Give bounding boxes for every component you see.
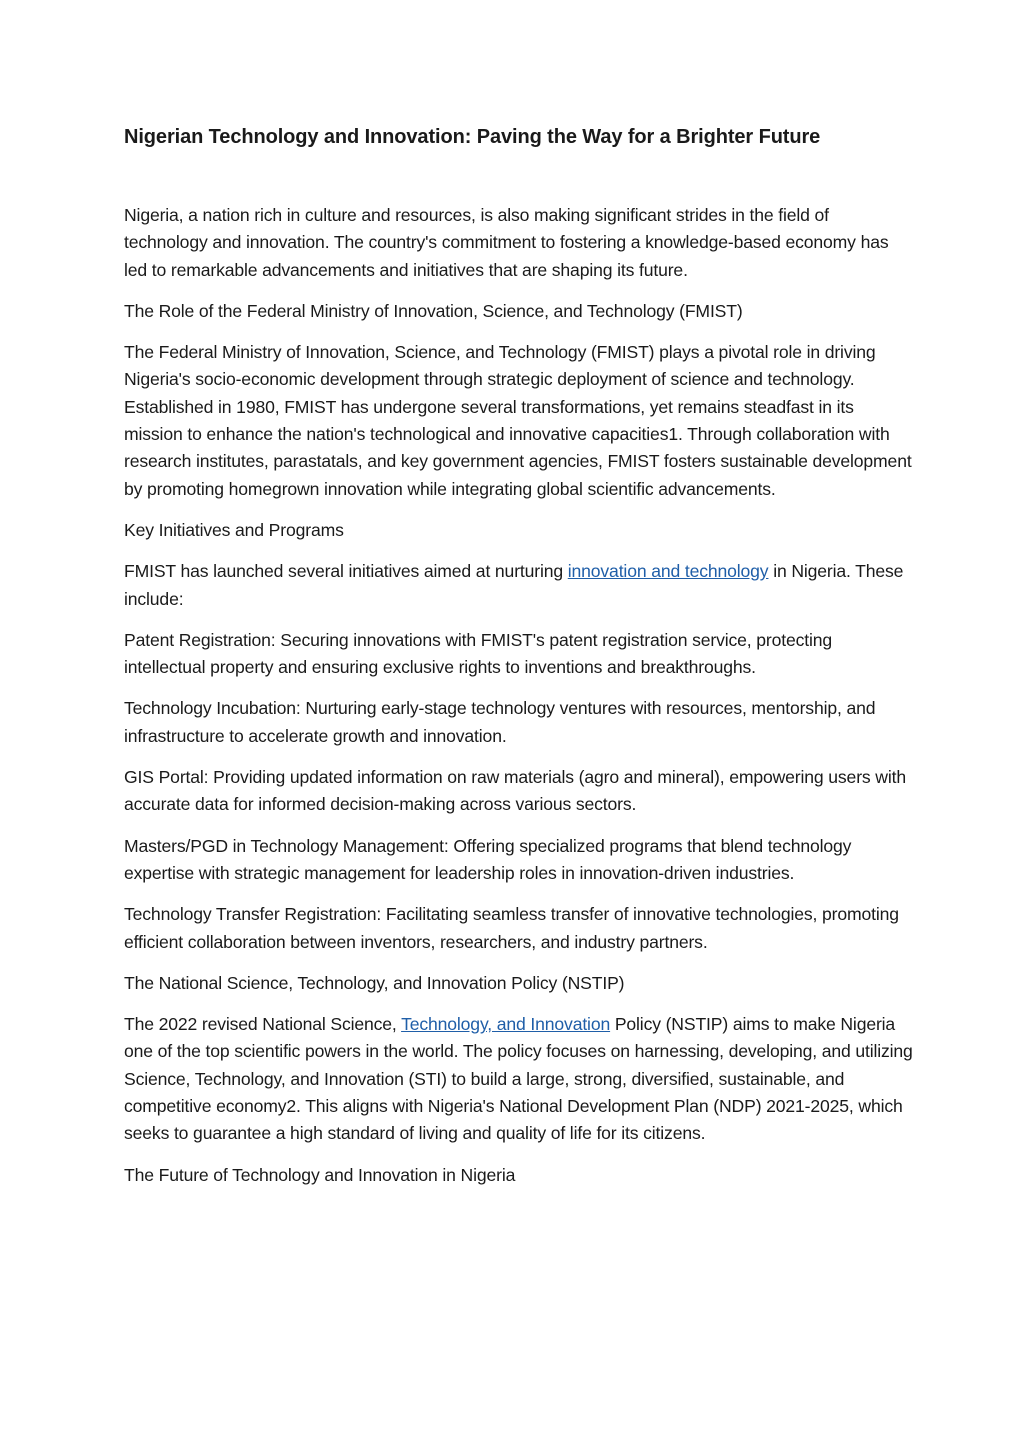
document-title: Nigerian Technology and Innovation: Paving the Way for a Brighter Future [124, 126, 821, 148]
nstip-heading: The National Science, Technology, and Innovation Policy (NSTIP) [124, 972, 625, 993]
technology-transfer-paragraph: Technology Transfer Registration: Facilitating seamless transfer of innovative technologies, promoting efficient collaboration between inventors, researchers, and industry partners. [124, 904, 899, 952]
nstip-text-before: The 2022 revised National Science, [124, 1014, 402, 1035]
technology-incubation-paragraph: Technology Incubation: Nurturing early-stage technology ventures with resources, mentorship, and infrastructure to accelerate growth and innovation. [124, 698, 876, 746]
nstip-paragraph [124, 1011, 914, 1147]
intro-paragraph: Nigeria, a nation rich in culture and resources, is also making significant strides in the field of technology and innovation. The country's commitment to fostering a knowledge-based economy has led to remarkable advancements and initiatives that are shaping its future. [124, 205, 889, 280]
fmist-paragraph: The Federal Ministry of Innovation, Science, and Technology (FMIST) plays a pivotal role in driving Nigeria's socio-economic development through strategic deployment of science and technology. Established in 1980, FMIST has undergone several transformations, yet remains steadfast in its mission to enhance the nation's technological and innovative capacities1. Through collaboration with research institutes, parastatals, and key government agencies, FMIST fosters sustainable development by promoting homegrown innovation while integrating global scientific advancements. [124, 342, 912, 499]
gis-portal-paragraph: GIS Portal: Providing updated information on raw materials (agro and mineral), empowering users with accurate data for informed decision-making across various sectors. [124, 767, 906, 815]
nstip-text-after: Policy (NSTIP) aims to make Nigeria one of the top scientific powers in the world. The policy focuses on harnessing, developing, and utilizing Science, Technology, and Innovation (STI) to build a large, strong, diversified, sustainable, and competitive economy2. This aligns with Nigeria's National Development Plan (NDP) 2021-2025, which seeks to guarantee a high standard of living and quality of life for its citizens. [124, 1014, 913, 1144]
patent-registration-paragraph: Patent Registration: Securing innovations with FMIST's patent registration service, protecting intellectual property and ensuring exclusive rights to inventions and breakthroughs. [124, 629, 833, 678]
initiatives-intro-text-after: in Nigeria. These include: [124, 561, 904, 609]
initiatives-intro-text-before: FMIST has launched several initiatives aimed at nurturing [124, 561, 568, 582]
fmist-heading: The Role of the Federal Ministry of Innovation, Science, and Technology (FMIST) [124, 300, 743, 321]
document-page [124, 122, 914, 1203]
future-heading: The Future of Technology and Innovation in Nigeria [124, 1164, 516, 1185]
initiatives-heading: Key Initiatives and Programs [124, 519, 344, 540]
masters-pgd-paragraph: Masters/PGD in Technology Management: Offering specialized programs that blend technology expertise with strategic management for leadership roles in innovation-driven industries. [124, 835, 852, 883]
initiatives-intro-paragraph [124, 558, 914, 613]
innovation-technology-link[interactable]: innovation and technology [567, 561, 769, 582]
technology-innovation-link[interactable]: Technology, and Innovation [401, 1014, 611, 1035]
